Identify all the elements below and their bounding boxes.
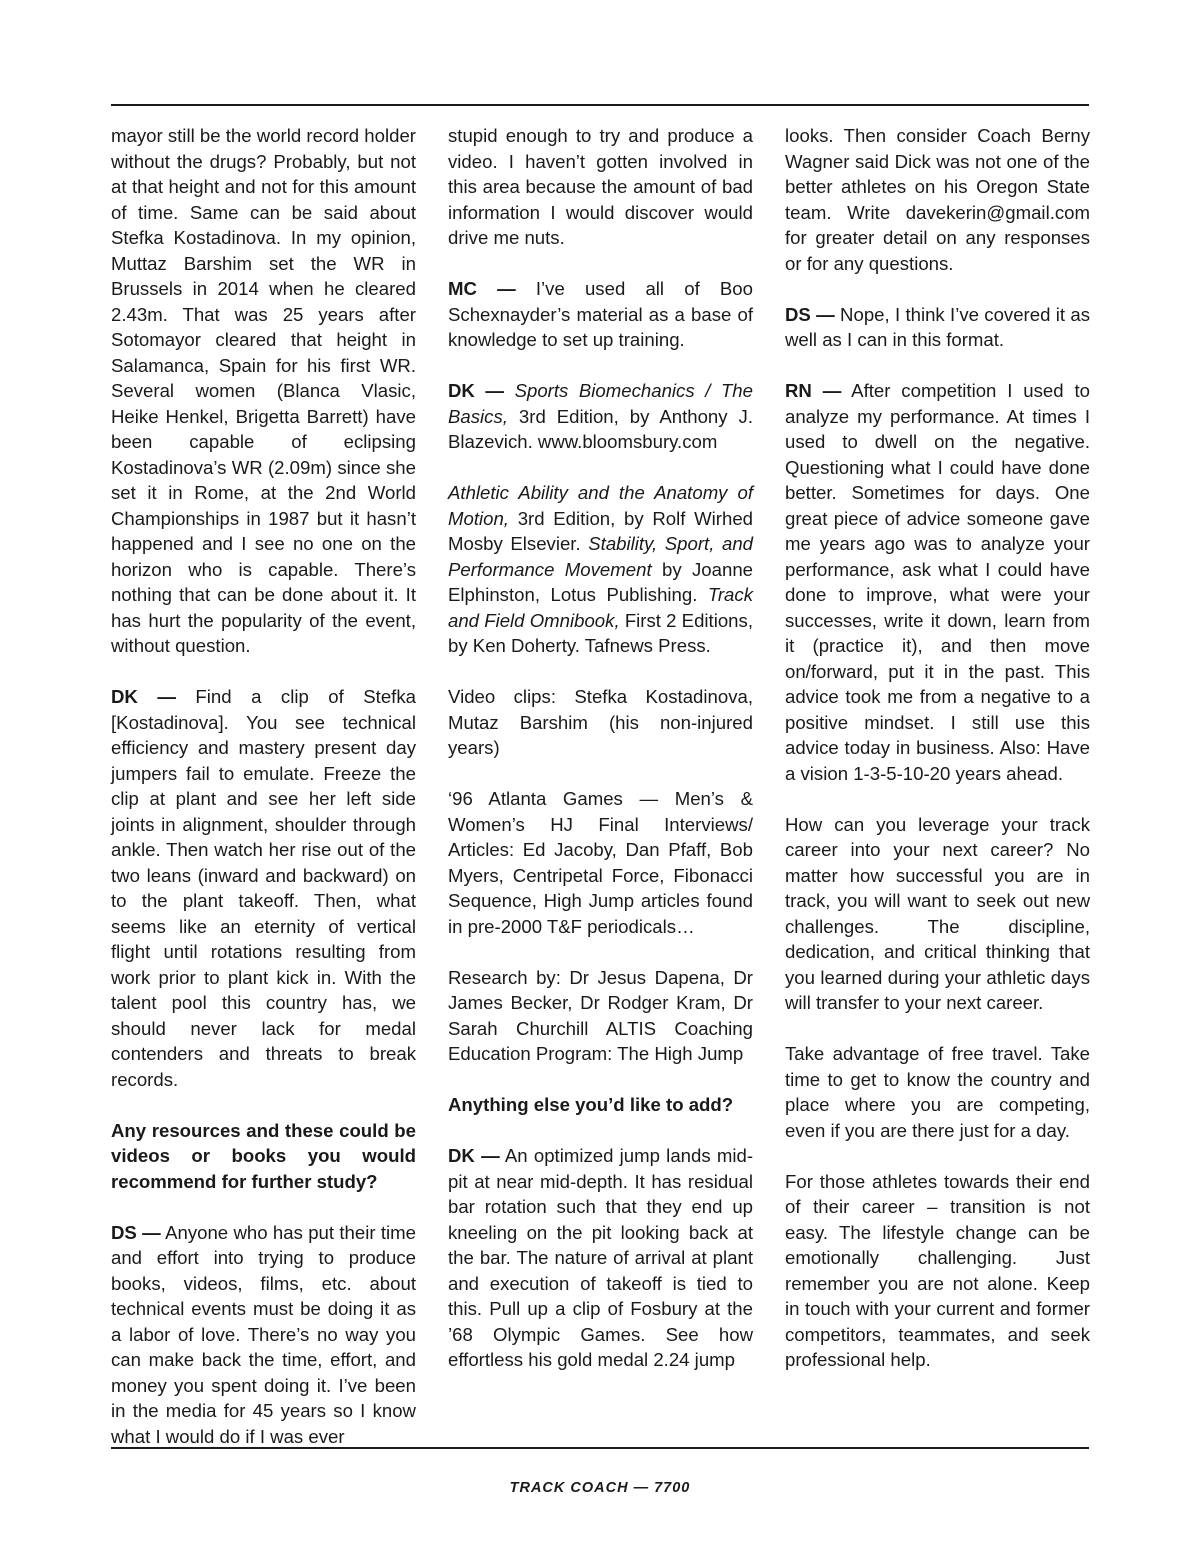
paragraph: Take advantage of free travel. Take time to get to know the country and place where you are competing, even if you are there just for a day. <box>785 1043 1090 1141</box>
answer-text: I’ve used all of Boo Schexnayder’s material as a base of knowledge to set up training. <box>448 278 753 350</box>
answer-text: 3rd Edition, by Anthony J. Blazevich. www.bloomsbury.com <box>448 405 754 452</box>
paragraph: mayor still be the world record holder without the drugs? Probably, but not at that height and not for this amount of time. Same can be said about Stefka Kostadinova. In my opinion, Muttaz Barshim set the WR in Brussels in 2014 when he cleared 2.43m. That was 25 years after Sotomayor cleared that height in Salamanca, Spain for his first WR. Several women (Blanca Vlasic, Heike Henkel, Brigetta Barrett) have been capable of eclipsing Kostadinova’s WR (2.09m) since she set it in Rome, at the 2nd World Championships in 1987 but it hasn’t happened and I see no one on the horizon who is capable. There’s nothing that can be done about it. It has hurt the popularity of the event, without question. <box>111 125 416 656</box>
answer-ds-final <box>785 302 1090 353</box>
column-3 <box>785 123 1090 1398</box>
book-title: Track and Field Omnibook, <box>448 584 753 631</box>
paragraph: Research by: Dr Jesus Dapena, Dr James Becker, Dr Rodger Kram, Dr Sarah Churchill ALTIS Coaching Education Program: The High Jump <box>448 966 753 1064</box>
speaker-label: DS — <box>785 303 835 325</box>
speaker-label: RN — <box>785 380 842 401</box>
page-footer: TRACK COACH — 7700 <box>509 1480 691 1496</box>
speaker-label: DK — <box>448 1145 500 1166</box>
question-heading: Anything else you’d like to add? <box>448 1094 734 1115</box>
column-1 <box>111 123 416 1475</box>
answer-text: Find a clip of Stefka [Kostadinova]. You see technical efficiency and mastery present day jumpers fail to emulate. Freeze the clip at plant and see her left side joints in alignment, shoulder through ankle. Then watch her rise out of the two leans (inward and backward) on to the plant takeoff. Then, what seems like an eternity of vertical flight until rotations resulting from work prior to plant kick in. With the talent pool this country has, we should never lack for medal contenders and threats to break records. <box>111 686 416 1090</box>
resource-text: by Joanne Elphinston, Lotus Publishing. <box>448 558 754 605</box>
paragraph: stupid enough to try and produce a video. I haven’t gotten involved in this area because the amount of bad information I would discover would drive me nuts. <box>448 125 753 248</box>
answer-dk-final <box>448 1143 753 1373</box>
paragraph: looks. Then consider Coach Berny Wagner said Dick was not one of the better athletes on his Oregon State team. Write davekerin@gmail.com for greater detail on any responses or for any questions. <box>785 125 1090 274</box>
paragraph: ‘96 Atlanta Games — Men’s & Women’s HJ Final Interviews/ Articles: Ed Jacoby, Dan Pfaff, Bob Myers, Centripetal Force, Fibonacci Sequence, High Jump articles found in pre-2000 T&F periodicals… <box>448 788 753 937</box>
paragraph: Video clips: Stefka Kostadinova, Mutaz Barshim (his non-injured years) <box>448 686 753 758</box>
book-title: Stability, Sport, and Performance Movement <box>448 533 754 580</box>
speaker-label: DK — <box>111 686 176 707</box>
resource-text: 3rd Edition, by Rolf Wirhed Mosby Elsevier. <box>448 507 754 554</box>
resource-text: First 2 Editions, by Ken Doherty. Tafnews Press. <box>448 609 753 656</box>
top-rule <box>111 104 1089 106</box>
answer-text: After competition I used to analyze my performance. At times I used to dwell on the negative. Questioning what I could have done better. Sometimes for days. One great piece of advice someone gave me years ago was to analyze your performance, ask what I could have done to improve, what were your successes, write it down, learn from it (practice it), and then move on/forward, put it in the past. This advice took me from a negative to a positive mindset. I still use this advice today in business. Also: Have a vision 1-3-5-10-20 years ahead. <box>785 380 1090 784</box>
speaker-label: DK — <box>448 380 505 401</box>
answer-ds <box>111 1220 416 1450</box>
answer-text: An optimized jump lands mid-pit at near mid-depth. It has residual bar rotation such that they end up kneeling on the pit looking back at the bar. The nature of arrival at plant and execution of takeoff is tied to this. Pull up a clip of Fosbury at the ’68 Olympic Games. See how effortless his gold medal 2.24 jump <box>448 1145 754 1370</box>
answer-mc <box>448 276 753 353</box>
answer-dk <box>111 684 416 1092</box>
column-2 <box>448 123 753 1398</box>
paragraph: How can you leverage your track career into your next career? No matter how successful you are in track, you will want to seek out new challenges. The discipline, dedication, and critical thinking that you learned during your athletic days will transfer to your next career. <box>785 813 1090 1013</box>
resource-list <box>448 480 753 659</box>
paragraph: For those athletes towards their end of their career – transition is not easy. The lifestyle change can be emotionally challenging. Just remember you are not alone. Keep in touch with your current and former competitors, teammates, and seek professional help. <box>785 1170 1090 1370</box>
question-heading: Any resources and these could be videos or books you would recommend for further study? <box>111 1119 416 1192</box>
answer-text: Anyone who has put their time and effort into trying to produce books, videos, films, etc. about technical events must be doing it as a labor of love. There’s no way you can make back the time, effort, and money you spent doing it. I’ve been in the media for 45 years so I know what I would do if I was ever <box>111 1221 417 1447</box>
book-title: Sports Biomechanics / The Basics, <box>448 380 753 427</box>
answer-text: Nope, I think I’ve covered it as well as I can in this format. <box>785 303 1090 350</box>
answer-dk-resources <box>448 378 753 455</box>
bottom-rule <box>111 1447 1089 1449</box>
book-title: Athletic Ability and the Anatomy of Motion, <box>448 482 753 529</box>
answer-rn <box>785 378 1090 786</box>
speaker-label: DS — <box>111 1221 161 1243</box>
speaker-label: MC — <box>448 278 516 299</box>
